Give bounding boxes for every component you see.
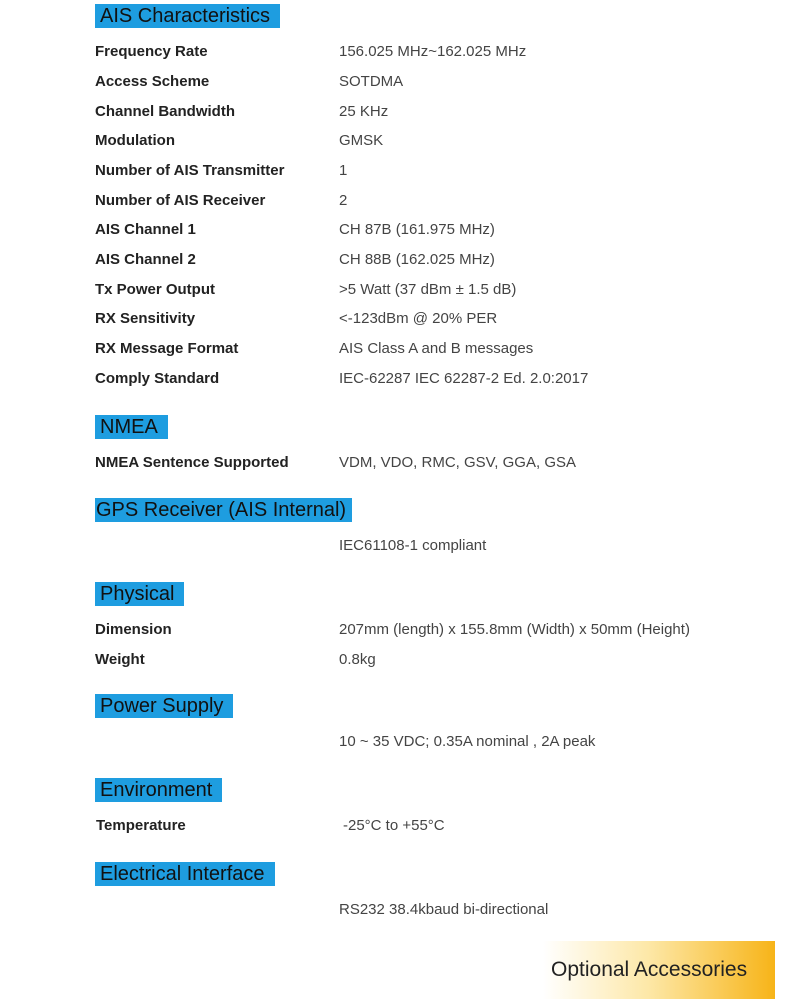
spec-label: Weight xyxy=(95,651,145,668)
spec-label: Number of AIS Receiver xyxy=(95,192,266,209)
spec-label: Comply Standard xyxy=(95,370,220,387)
spec-label: AIS Channel 1 xyxy=(95,221,196,238)
spec-label: Channel Bandwidth xyxy=(95,103,235,120)
spec-value: CH 88B (162.025 MHz) xyxy=(339,251,495,268)
spec-value: IEC-62287 IEC 62287-2 Ed. 2.0:2017 xyxy=(339,370,589,387)
spec-row-ais-transmitters xyxy=(95,160,775,182)
spec-row-channel-bandwidth xyxy=(95,101,775,123)
spec-label: Modulation xyxy=(95,132,175,149)
spec-label: Temperature xyxy=(96,817,186,834)
spec-row-tx-power-output xyxy=(95,279,775,301)
spec-value: VDM, VDO, RMC, GSV, GGA, GSA xyxy=(339,454,576,471)
spec-value: 207mm (length) x 155.8mm (Width) x 50mm (Height) xyxy=(339,621,690,638)
spec-value: CH 87B (161.975 MHz) xyxy=(339,221,495,238)
spec-value: SOTDMA xyxy=(339,73,404,90)
section-title-ais-characteristics: AIS Characteristics xyxy=(95,4,280,28)
spec-row-ais-channel-2 xyxy=(95,249,775,271)
spec-label: Dimension xyxy=(95,621,172,638)
spec-row-frequency-rate xyxy=(95,41,775,63)
spec-value: 0.8kg xyxy=(339,651,376,668)
spec-value: <-123dBm @ 20% PER xyxy=(339,310,498,327)
spec-row-comply-standard xyxy=(95,368,775,390)
spec-row-ais-channel-1 xyxy=(95,219,775,241)
spec-value: 10 ~ 35 VDC; 0.35A nominal , 2A peak xyxy=(339,733,596,750)
spec-label: Tx Power Output xyxy=(95,281,215,298)
spec-row-rx-sensitivity xyxy=(95,308,775,330)
spec-value: RS232 38.4kbaud bi-directional xyxy=(339,901,549,918)
spec-value: 25 KHz xyxy=(339,103,389,120)
spec-row-access-scheme xyxy=(95,71,775,93)
section-title-electrical-interface: Electrical Interface xyxy=(95,862,275,886)
section-title-power-supply: Power Supply xyxy=(95,694,233,718)
spec-row-rx-message-format xyxy=(95,338,775,360)
spec-value: 2 xyxy=(339,192,348,209)
spec-row-ais-receivers xyxy=(95,190,775,212)
spec-row-nmea-sentences xyxy=(95,452,775,474)
section-title-gps-receiver: GPS Receiver (AIS Internal) xyxy=(95,498,352,522)
spec-label: Frequency Rate xyxy=(95,43,208,60)
spec-row-temperature xyxy=(95,815,775,837)
spec-value: GMSK xyxy=(339,132,384,149)
spec-value: -25°C to +55°C xyxy=(343,817,445,834)
spec-label: NMEA Sentence Supported xyxy=(95,454,289,471)
spec-row-gps-compliance xyxy=(95,535,775,557)
spec-value: IEC61108-1 compliant xyxy=(339,537,487,554)
optional-accessories-link[interactable]: Optional Accessories xyxy=(543,941,775,999)
spec-value: 156.025 MHz~162.025 MHz xyxy=(339,43,527,60)
spec-row-dimension xyxy=(95,619,775,641)
spec-value: 1 xyxy=(339,162,348,179)
spec-label: Access Scheme xyxy=(95,73,210,90)
spec-label: RX Sensitivity xyxy=(95,310,196,327)
section-title-environment: Environment xyxy=(95,778,222,802)
spec-value: AIS Class A and B messages xyxy=(339,340,534,357)
spec-label: AIS Channel 2 xyxy=(95,251,196,268)
section-title-physical: Physical xyxy=(95,582,184,606)
spec-row-electrical-interface xyxy=(95,899,775,921)
spec-label: RX Message Format xyxy=(95,340,239,357)
spec-row-modulation xyxy=(95,130,775,152)
section-title-nmea: NMEA xyxy=(95,415,168,439)
spec-row-power-supply xyxy=(95,731,775,753)
spec-label: Number of AIS Transmitter xyxy=(95,162,285,179)
spec-value: >5 Watt (37 dBm ± 1.5 dB) xyxy=(339,281,517,298)
spec-row-weight xyxy=(95,649,775,671)
